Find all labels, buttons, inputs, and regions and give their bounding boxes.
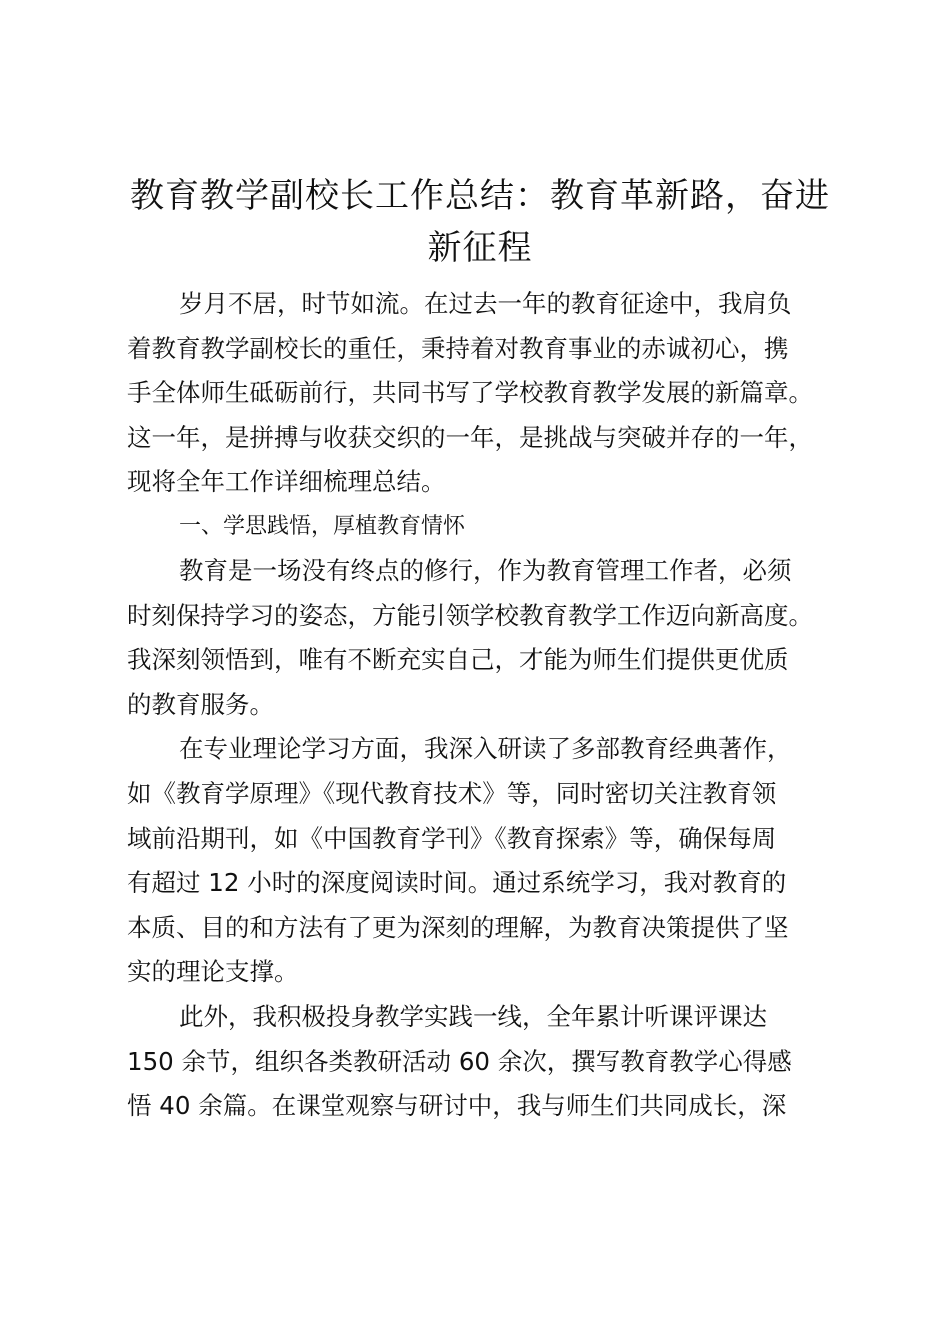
paragraph-line: 我深刻领悟到，唯有不断充实自己，才能为师生们提供更优质 xyxy=(127,645,789,675)
paragraph-line: 悟 40 余篇。在课堂观察与研讨中，我与师生们共同成长，深 xyxy=(127,1091,787,1121)
section-paragraph-1 xyxy=(127,549,833,727)
paragraph-line: 这一年，是拼搏与收获交织的一年，是挑战与突破并存的一年， xyxy=(127,422,813,452)
paragraph-line: 的教育服务。 xyxy=(127,689,274,719)
section-heading: 一、学思践悟，厚植教育情怀 xyxy=(179,513,466,539)
paragraph-line: 教育是一场没有终点的修行，作为教育管理工作者，必须 xyxy=(179,555,792,585)
paragraph-line: 如《教育学原理》《现代教育技术》等，同时密切关注教育领 xyxy=(127,778,777,808)
paragraph-line: 着教育教学副校长的重任，秉持着对教育事业的赤诚初心，携 xyxy=(127,333,789,363)
section-paragraph-2 xyxy=(127,727,833,995)
paragraph-line: 实的理论支撑。 xyxy=(127,957,299,987)
section-paragraph-3 xyxy=(127,995,833,1129)
title-line-1: 教育教学副校长工作总结：教育革新路，奋进 xyxy=(130,176,830,216)
paragraph-line: 有超过 12 小时的深度阅读时间。通过系统学习，我对教育的 xyxy=(127,868,787,898)
paragraph-line: 时刻保持学习的姿态，方能引领学校教育教学工作迈向新高度。 xyxy=(127,600,813,630)
paragraph-line: 此外，我积极投身教学实践一线，全年累计听课评课达 xyxy=(179,1001,767,1031)
document-page xyxy=(127,170,833,1129)
paragraph-line: 150 余节，组织各类教研活动 60 余次，撰写教育教学心得感 xyxy=(127,1046,792,1076)
intro-paragraph xyxy=(127,282,833,505)
paragraph-line: 手全体师生砥砺前行，共同书写了学校教育教学发展的新篇章。 xyxy=(127,378,813,408)
paragraph-line: 本质、目的和方法有了更为深刻的理解，为教育决策提供了坚 xyxy=(127,912,789,942)
paragraph-line: 现将全年工作详细梳理总结。 xyxy=(127,467,446,497)
title-line-2: 新征程 xyxy=(427,228,533,268)
paragraph-line: 在专业理论学习方面，我深入研读了多部教育经典著作， xyxy=(179,734,792,764)
document-title xyxy=(127,170,833,274)
paragraph-line: 岁月不居，时节如流。在过去一年的教育征途中，我肩负 xyxy=(179,289,792,318)
paragraph-line: 域前沿期刊，如《中国教育学刊》《教育探索》等，确保每周 xyxy=(127,823,777,853)
